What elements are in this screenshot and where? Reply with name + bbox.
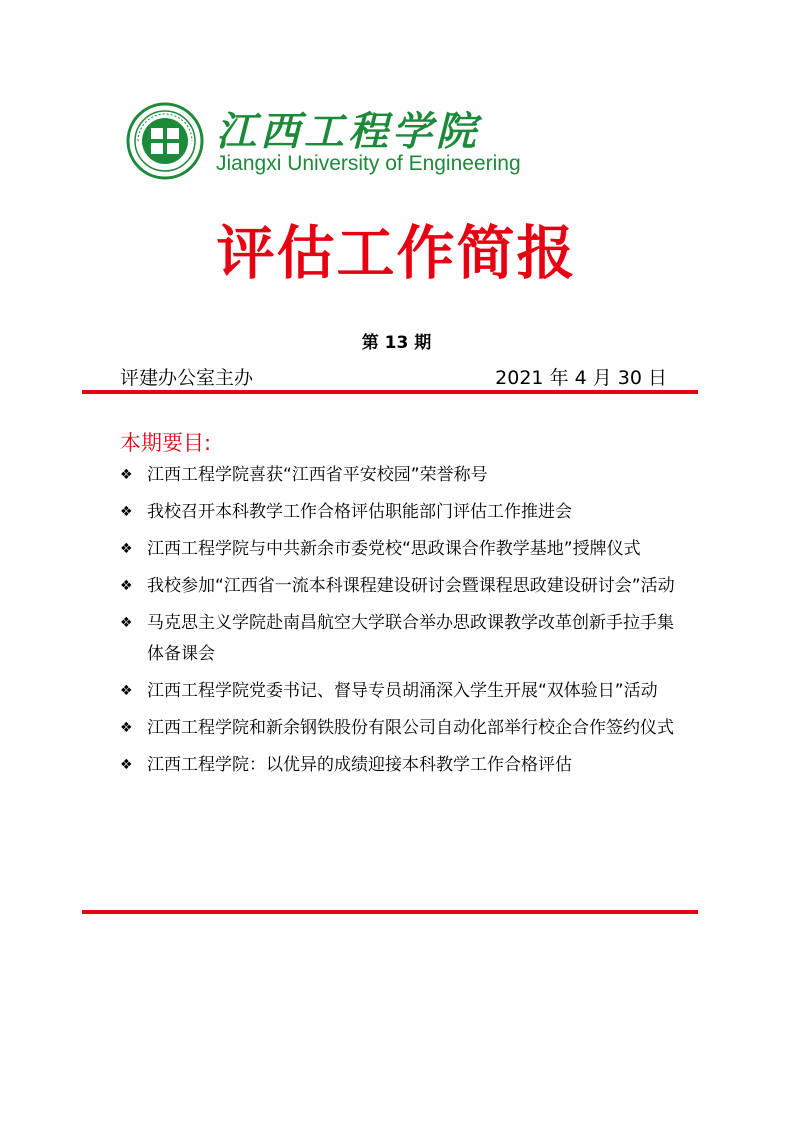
list-item-text: 江西工程学院党委书记、督导专员胡涌深入学生开展“双体验日”活动 (147, 681, 658, 701)
diamond-bullet-icon: ❖ (120, 720, 133, 736)
list-item (120, 460, 690, 491)
logo-chinese-name: 江西工程学院 (216, 108, 480, 155)
list-item (120, 713, 690, 744)
issue-date: 2021 年 4 月 30 日 (495, 367, 667, 389)
diamond-bullet-icon: ❖ (120, 504, 133, 520)
bottom-divider (82, 910, 698, 914)
list-item-text: 江西工程学院喜获“江西省平安校园”荣誉称号 (147, 465, 488, 485)
list-item (120, 750, 690, 781)
issue-number: 第 13 期 (361, 333, 432, 353)
list-item (120, 608, 690, 670)
university-logo (126, 100, 521, 184)
list-item (120, 571, 690, 602)
diamond-bullet-icon: ❖ (120, 578, 133, 594)
list-item-text: 我校参加“江西省一流本科课程建设研讨会暨课程思政建设研讨会”活动 (147, 576, 675, 596)
list-item-text: 江西工程学院和新余钢铁股份有限公司自动化部举行校企合作签约仪式 (147, 718, 674, 738)
list-item (120, 676, 690, 707)
bulletin-title: 评估工作简报 (216, 219, 577, 287)
diamond-bullet-icon: ❖ (120, 683, 133, 699)
list-item (120, 534, 690, 565)
list-item-text: 马克思主义学院赴南昌航空大学联合举办思政课教学改革创新手拉手集体备课会 (147, 613, 674, 664)
contents-list (120, 460, 690, 787)
university-seal-icon (126, 102, 204, 180)
diamond-bullet-icon: ❖ (120, 541, 133, 557)
top-divider (82, 390, 698, 394)
logo-english-name: Jiangxi University of Engineering (216, 152, 521, 175)
diamond-bullet-icon: ❖ (120, 757, 133, 773)
contents-heading: 本期要目: (120, 431, 212, 455)
list-item-text: 江西工程学院：以优异的成绩迎接本科教学工作合格评估 (147, 755, 572, 775)
sponsor-office: 评建办公室主办 (120, 367, 254, 389)
diamond-bullet-icon: ❖ (120, 467, 133, 483)
diamond-bullet-icon: ❖ (120, 615, 133, 631)
list-item-text: 我校召开本科教学工作合格评估职能部门评估工作推进会 (147, 502, 572, 522)
list-item (120, 497, 690, 528)
list-item-text: 江西工程学院与中共新余市委党校“思政课合作教学基地”授牌仪式 (147, 539, 641, 559)
